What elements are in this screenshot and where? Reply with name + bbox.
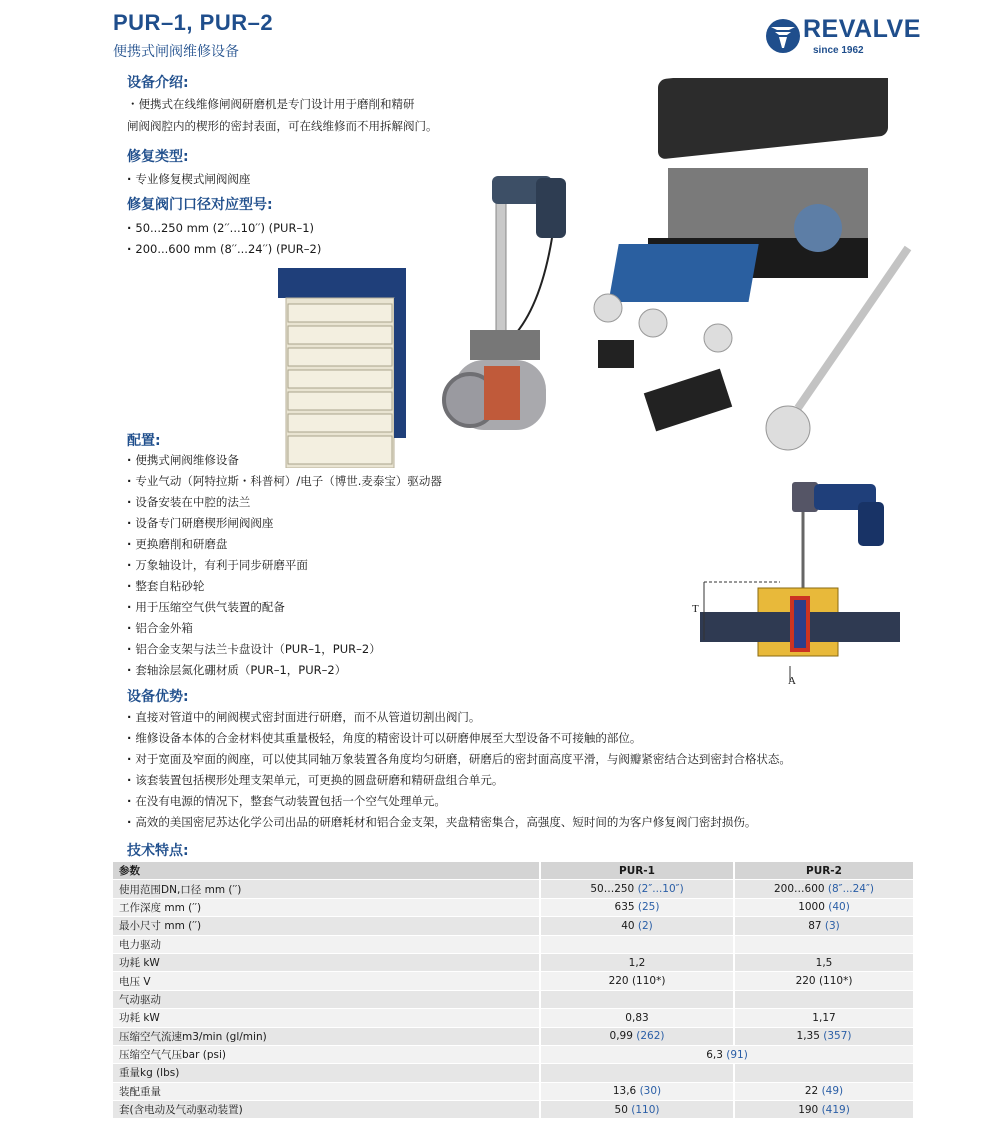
pur1-cell (540, 880, 734, 898)
intro-line-1: ・便携式在线维修闸阀研磨机是专门设计用于磨削和精研 (127, 97, 415, 111)
pur1-cell (540, 953, 734, 971)
table-row (113, 972, 913, 990)
value: 0,99 (609, 1030, 637, 1043)
table-header-cell: PUR-1 (540, 862, 734, 880)
list-item: · 在没有电源的情况下，整套气动装置包括一个空气处理单元。 (127, 791, 791, 812)
value-imperial: (91) (726, 1048, 748, 1061)
value: 50…250 (590, 883, 638, 896)
value-imperial: (30) (639, 1085, 662, 1098)
list-item: · 铝合金外箱 (127, 618, 442, 639)
table-row (113, 880, 913, 898)
specs-heading: 技术特点: (127, 843, 189, 859)
pur2-cell (734, 898, 913, 916)
row-label: 装配重量 (113, 1082, 540, 1100)
row-label: 使用范围DN,口径 mm (′′) (113, 880, 540, 898)
merged-cell (540, 1045, 913, 1063)
cell (734, 1064, 913, 1082)
list-item: · 维修设备本体的合金材料使其重量极轻，角度的精密设计可以研磨伸展至大型设备不可接触的部位。 (127, 728, 791, 749)
repair-type-list (127, 169, 250, 190)
value-imperial: (40) (828, 901, 850, 914)
value: 1,2 (628, 956, 646, 969)
intro-heading: 设备介绍: (127, 75, 189, 91)
value: 1000 (798, 901, 829, 914)
table-row (113, 990, 913, 1008)
row-label: 电压 V (113, 972, 540, 990)
cell (540, 1064, 734, 1082)
table-row (113, 935, 913, 953)
page-title: PUR–1, PUR–2 (113, 10, 274, 35)
value: 50 (614, 1103, 632, 1116)
cell (540, 935, 734, 953)
list-item: · 专业修复楔式闸阀阀座 (127, 169, 250, 190)
table-row (113, 1009, 913, 1027)
value-imperial: (262) (636, 1030, 665, 1043)
value: 40 (621, 919, 638, 932)
pur1-cell (540, 898, 734, 916)
table-row (113, 1027, 913, 1045)
value-imperial: (419) (821, 1103, 850, 1116)
value-imperial: (8″...24″) (827, 883, 874, 896)
value-imperial: (2) (637, 919, 653, 932)
pur2-cell (734, 972, 913, 990)
value: 1,17 (812, 1011, 836, 1024)
diameter-heading: 修复阀门口径对应型号: (127, 197, 273, 213)
row-label: 功耗 kW (113, 1009, 540, 1027)
pur2-cell (734, 953, 913, 971)
list-item: · 直接对管道中的闸阀楔式密封面进行研磨，而不从管道切割出阀门。 (127, 707, 791, 728)
value-imperial: (110) (631, 1103, 660, 1116)
value: 0,83 (625, 1011, 649, 1024)
pur2-cell (734, 880, 913, 898)
table-header-cell: 参数 (113, 862, 540, 880)
pur2-cell (734, 1082, 913, 1100)
diameter-list (127, 218, 321, 260)
value: 87 (808, 919, 825, 932)
repair-type-heading: 修复类型: (127, 149, 189, 165)
revalve-logo (765, 16, 925, 62)
table-header-row (113, 862, 913, 880)
value: 22 (804, 1085, 822, 1098)
value-imperial: (357) (823, 1030, 852, 1043)
list-item: · 高效的美国密尼苏达化学公司出品的研磨耗材和铝合金支架，夹盘精密集合，高强度、短时间的为客户修复阀门密封损伤。 (127, 812, 791, 833)
valve-section-diagram (690, 476, 910, 686)
value: 1,5 (815, 956, 833, 969)
list-item: · 更换磨削和研磨盘 (127, 534, 442, 555)
list-item: · 用于压缩空气供气装置的配备 (127, 597, 442, 618)
valve-logo-icon (765, 18, 801, 54)
list-item: · 专业气动（阿特拉斯・科普柯）/电子（博世.麦泰宝）驱动器 (127, 471, 442, 492)
cell (734, 990, 913, 1008)
list-item: · 套轴涂层氮化硼材质（PUR–1，PUR–2） (127, 660, 442, 681)
table-row (113, 1064, 913, 1082)
list-item: · 该套装置包括楔形处理支架单元，可更换的圆盘研磨和精研盘组合单元。 (127, 770, 791, 791)
value: 635 (614, 901, 638, 914)
table-row (113, 953, 913, 971)
config-list (127, 450, 442, 681)
table-header-cell: PUR-2 (734, 862, 913, 880)
row-label: 压缩空气流速m3/min (gl/min) (113, 1027, 540, 1045)
pur1-cell (540, 1101, 734, 1119)
table-row (113, 898, 913, 916)
value-imperial: (49) (821, 1085, 844, 1098)
value: 6,3 (706, 1048, 727, 1061)
value: 1,35 (796, 1030, 824, 1043)
advantages-heading: 设备优势: (127, 689, 189, 705)
list-item: · 整套自粘砂轮 (127, 576, 442, 597)
table-row (113, 1082, 913, 1100)
list-item: · 万象轴设计，有利于同步研磨平面 (127, 555, 442, 576)
config-heading: 配置: (127, 433, 161, 449)
intro-line-2: 闸阀阀腔内的楔形的密封表面，可在线维修而不用拆解阀门。 (127, 119, 438, 133)
row-label: 套(含电动及气动驱动装置) (113, 1101, 540, 1119)
row-label: 压缩空气气压bar (psi) (113, 1045, 540, 1063)
pur2-cell (734, 917, 913, 935)
value: 220 (110*) (795, 975, 853, 988)
row-label: 最小尺寸 mm (′′) (113, 917, 540, 935)
table-row (113, 1101, 913, 1119)
logo-since: since 1962 (813, 45, 864, 56)
diagram-label-t: T (692, 603, 699, 615)
row-label: 功耗 kW (113, 953, 540, 971)
row-label: 电力驱动 (113, 935, 540, 953)
value-imperial: (3) (824, 919, 840, 932)
table-row (113, 1045, 913, 1063)
value: 13,6 (612, 1085, 640, 1098)
equipment-kit-image (578, 78, 918, 458)
list-item: · 200...600 mm (8′′...24′′) (PUR–2) (127, 239, 321, 260)
value-imperial: (2″...10″) (637, 883, 684, 896)
pur1-cell (540, 1009, 734, 1027)
pur2-cell (734, 1027, 913, 1045)
row-label: 气动驱动 (113, 990, 540, 1008)
value: 200…600 (773, 883, 828, 896)
list-item: · 便携式闸阀维修设备 (127, 450, 442, 471)
page-subtitle: 便携式闸阀维修设备 (113, 44, 239, 60)
list-item: · 50...250 mm (2′′...10′′) (PUR–1) (127, 218, 321, 239)
tool-cabinet-image (278, 268, 410, 468)
specs-table (113, 862, 913, 1119)
list-item: · 对于宽面及窄面的阀座，可以使其同轴万象装置各角度均匀研磨，研磨后的密封面高度平滑，与阀瓣紧密结合达到密封合格状态。 (127, 749, 791, 770)
value-imperial: (25) (637, 901, 660, 914)
pur1-cell (540, 917, 734, 935)
pur2-cell (734, 1009, 913, 1027)
pur1-cell (540, 1082, 734, 1100)
advantages-list (127, 707, 791, 833)
cell (540, 990, 734, 1008)
pur2-cell (734, 1101, 913, 1119)
table-row (113, 917, 913, 935)
pur1-cell (540, 972, 734, 990)
row-label: 重量kg (lbs) (113, 1064, 540, 1082)
list-item: · 铝合金支架与法兰卡盘设计（PUR–1，PUR–2） (127, 639, 442, 660)
row-label: 工作深度 mm (′′) (113, 898, 540, 916)
cell (734, 935, 913, 953)
pur1-cell (540, 1027, 734, 1045)
list-item: · 设备专门研磨楔形闸阀阀座 (127, 513, 442, 534)
list-item: · 设备安装在中腔的法兰 (127, 492, 442, 513)
logo-text: REVALVE (803, 15, 921, 43)
value: 190 (798, 1103, 822, 1116)
value: 220 (110*) (608, 975, 666, 988)
diagram-label-a: A (788, 675, 796, 687)
lapping-machine-on-valve-image (440, 170, 570, 450)
